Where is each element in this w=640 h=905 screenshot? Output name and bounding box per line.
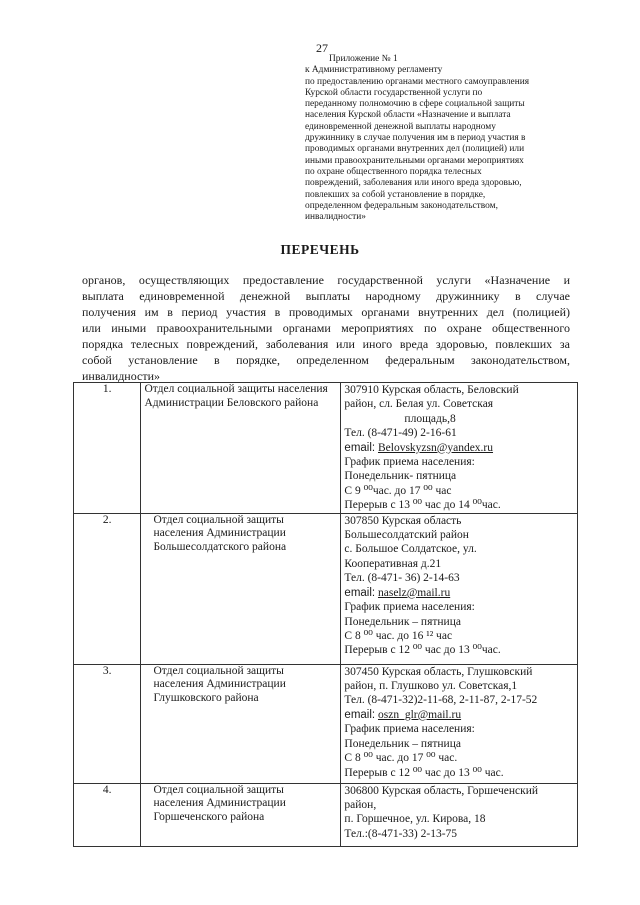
intro-line: получения им в период участия в проводимых органами внутренних дел (полицией) <box>82 305 570 319</box>
intro-line: органов, осуществляющих предоставление государственной услуги «Назначение и <box>82 273 570 287</box>
row-number: 3. <box>74 664 141 783</box>
email-link[interactable]: Belovskyzsn@yandex.ru <box>377 441 494 454</box>
address-line: район, п. Глушково ул. Советская,1 <box>344 680 518 693</box>
appendix-line: дружиннику в случае получения им в период участия в <box>305 133 526 144</box>
schedule-days: Понедельник – пятница <box>344 615 461 628</box>
email-line <box>344 586 574 600</box>
office-name-line: населения Администрации <box>153 527 286 540</box>
phone-line: Тел.:(8-471-33) 2-13-75 <box>344 827 458 840</box>
intro-line: собой установление в порядке, определенном федеральным законодательством, <box>82 353 570 367</box>
row-number: 2. <box>74 513 141 664</box>
schedule-hours: С 8 ⁰⁰ час. до 17 ⁰⁰ час. <box>344 752 458 765</box>
email-label: email: <box>344 441 376 454</box>
office-contacts <box>341 513 578 664</box>
address-line: 307910 Курская область, Беловский <box>344 384 519 396</box>
office-name-line: Отдел социальной защиты <box>153 513 284 526</box>
office-name-line: Горшеченского района <box>153 810 265 823</box>
office-name-line: Отдел социальной защиты населения <box>144 383 328 395</box>
appendix-line: по предоставлению органами местного самоуправления <box>305 76 530 87</box>
address-line: Большесолдатский район <box>344 529 469 542</box>
office-contacts <box>341 664 578 783</box>
appendix-block <box>305 54 575 223</box>
schedule-title: График приема населения: <box>344 456 475 469</box>
email-link[interactable]: naselz@mail.ru <box>377 586 451 599</box>
appendix-line: иными правоохранительными органами мероприятиях <box>305 155 524 166</box>
address-line: район, сл. Белая ул. Советская <box>344 398 494 411</box>
office-name-line: населения Администрации <box>153 678 286 691</box>
appendix-line: повлекших за собой установление в порядке, <box>305 189 486 200</box>
schedule-break: Перерыв с 12 ⁰⁰ час до 13 ⁰⁰час. <box>344 644 501 657</box>
email-label: email: <box>344 708 376 721</box>
address-line: с. Большое Солдатское, ул. <box>344 543 477 556</box>
appendix-line: инвалидности» <box>305 212 366 223</box>
table-row <box>74 664 578 783</box>
schedule-title: График приема населения: <box>344 723 475 736</box>
email-label: email: <box>344 586 376 599</box>
schedule-break: Перерыв с 13 ⁰⁰ час до 14 ⁰⁰час. <box>344 499 501 512</box>
email-line <box>344 441 574 455</box>
table-row <box>74 783 578 846</box>
phone-line: Тел. (8-471-49) 2-16-61 <box>344 427 457 440</box>
appendix-line: повреждений, заболевания или иного вреда здоровью, <box>305 178 522 189</box>
row-number: 1. <box>74 383 141 514</box>
document-title: ПЕРЕЧЕНЬ <box>280 242 360 257</box>
appendix-line: населения Курской области «Назначение и выплата <box>305 110 511 121</box>
offices-table <box>73 382 578 847</box>
office-name <box>141 783 341 846</box>
table-row <box>74 513 578 664</box>
appendix-line: переданному полномочию в сфере социальной защиты <box>305 99 525 110</box>
appendix-line: к Административному регламенту <box>305 65 443 76</box>
phone-line: Тел. (8-471- 36) 2-14-63 <box>344 572 460 585</box>
appendix-line: Приложение № 1 <box>329 54 398 64</box>
office-contacts <box>341 783 578 846</box>
appendix-line: Курской области государственной услуги по <box>305 87 483 98</box>
row-number: 4. <box>74 783 141 846</box>
appendix-line: проводимых органами внутренних дел (полицией) или <box>305 144 525 155</box>
office-name-line: Администрации Беловского района <box>144 396 319 409</box>
address-line: площадь,8 <box>404 412 456 425</box>
address-line: п. Горшечное, ул. Кирова, 18 <box>344 813 486 826</box>
office-contacts <box>341 383 578 514</box>
address-line: 307450 Курская область, Глушковский <box>344 665 533 678</box>
address-line: 307850 Курская область <box>344 514 462 527</box>
office-name <box>141 664 341 783</box>
office-name-line: Большесолдатского района <box>153 540 287 553</box>
address-line: район, <box>344 799 377 812</box>
schedule-title: График приема населения: <box>344 601 475 614</box>
office-name-line: населения Администрации <box>153 797 286 810</box>
schedule-days: Понедельник – пятница <box>344 737 461 750</box>
phone-line: Тел. (8-471-32)2-11-68, 2-11-87, 2-17-52 <box>344 694 538 707</box>
address-line: Кооперативная д.21 <box>344 557 442 570</box>
page-number: 27 <box>316 41 328 55</box>
intro-line: выплата единовременной денежной выплаты народному дружиннику в случае <box>82 289 570 303</box>
schedule-days: Понедельник- пятница <box>344 470 457 483</box>
office-name-line: Отдел социальной защиты <box>153 783 284 796</box>
schedule-break: Перерыв с 12 ⁰⁰ час до 13 ⁰⁰ час. <box>344 766 504 779</box>
intro-line: инвалидности» <box>82 369 161 383</box>
appendix-line: по охране общественного порядка телесных <box>305 166 482 177</box>
address-line: 306800 Курская область, Горшеченский <box>344 784 539 797</box>
office-name <box>141 513 341 664</box>
appendix-line: единовременной денежной выплаты народному <box>305 121 496 132</box>
email-line <box>344 708 574 722</box>
schedule-hours: С 8 ⁰⁰ час. до 16 ¹² час <box>344 629 453 642</box>
appendix-line: определенном федеральным законодательством, <box>305 200 498 211</box>
office-name-line: Отдел социальной защиты <box>153 664 284 677</box>
office-name-line: Глушковского района <box>153 691 259 704</box>
office-name <box>141 383 341 514</box>
intro-line: или иными правоохранительными органами мероприятиях по охране общественного <box>82 321 570 335</box>
email-link[interactable]: oszn_glr@mail.ru <box>377 708 462 721</box>
intro-paragraph <box>82 272 570 384</box>
intro-line: порядка телесных повреждений, заболевания или иного вреда здоровью, повлекших за <box>82 337 570 351</box>
schedule-hours: С 9 ⁰⁰час. до 17 ⁰⁰ час <box>344 484 452 497</box>
table-row <box>74 383 578 514</box>
